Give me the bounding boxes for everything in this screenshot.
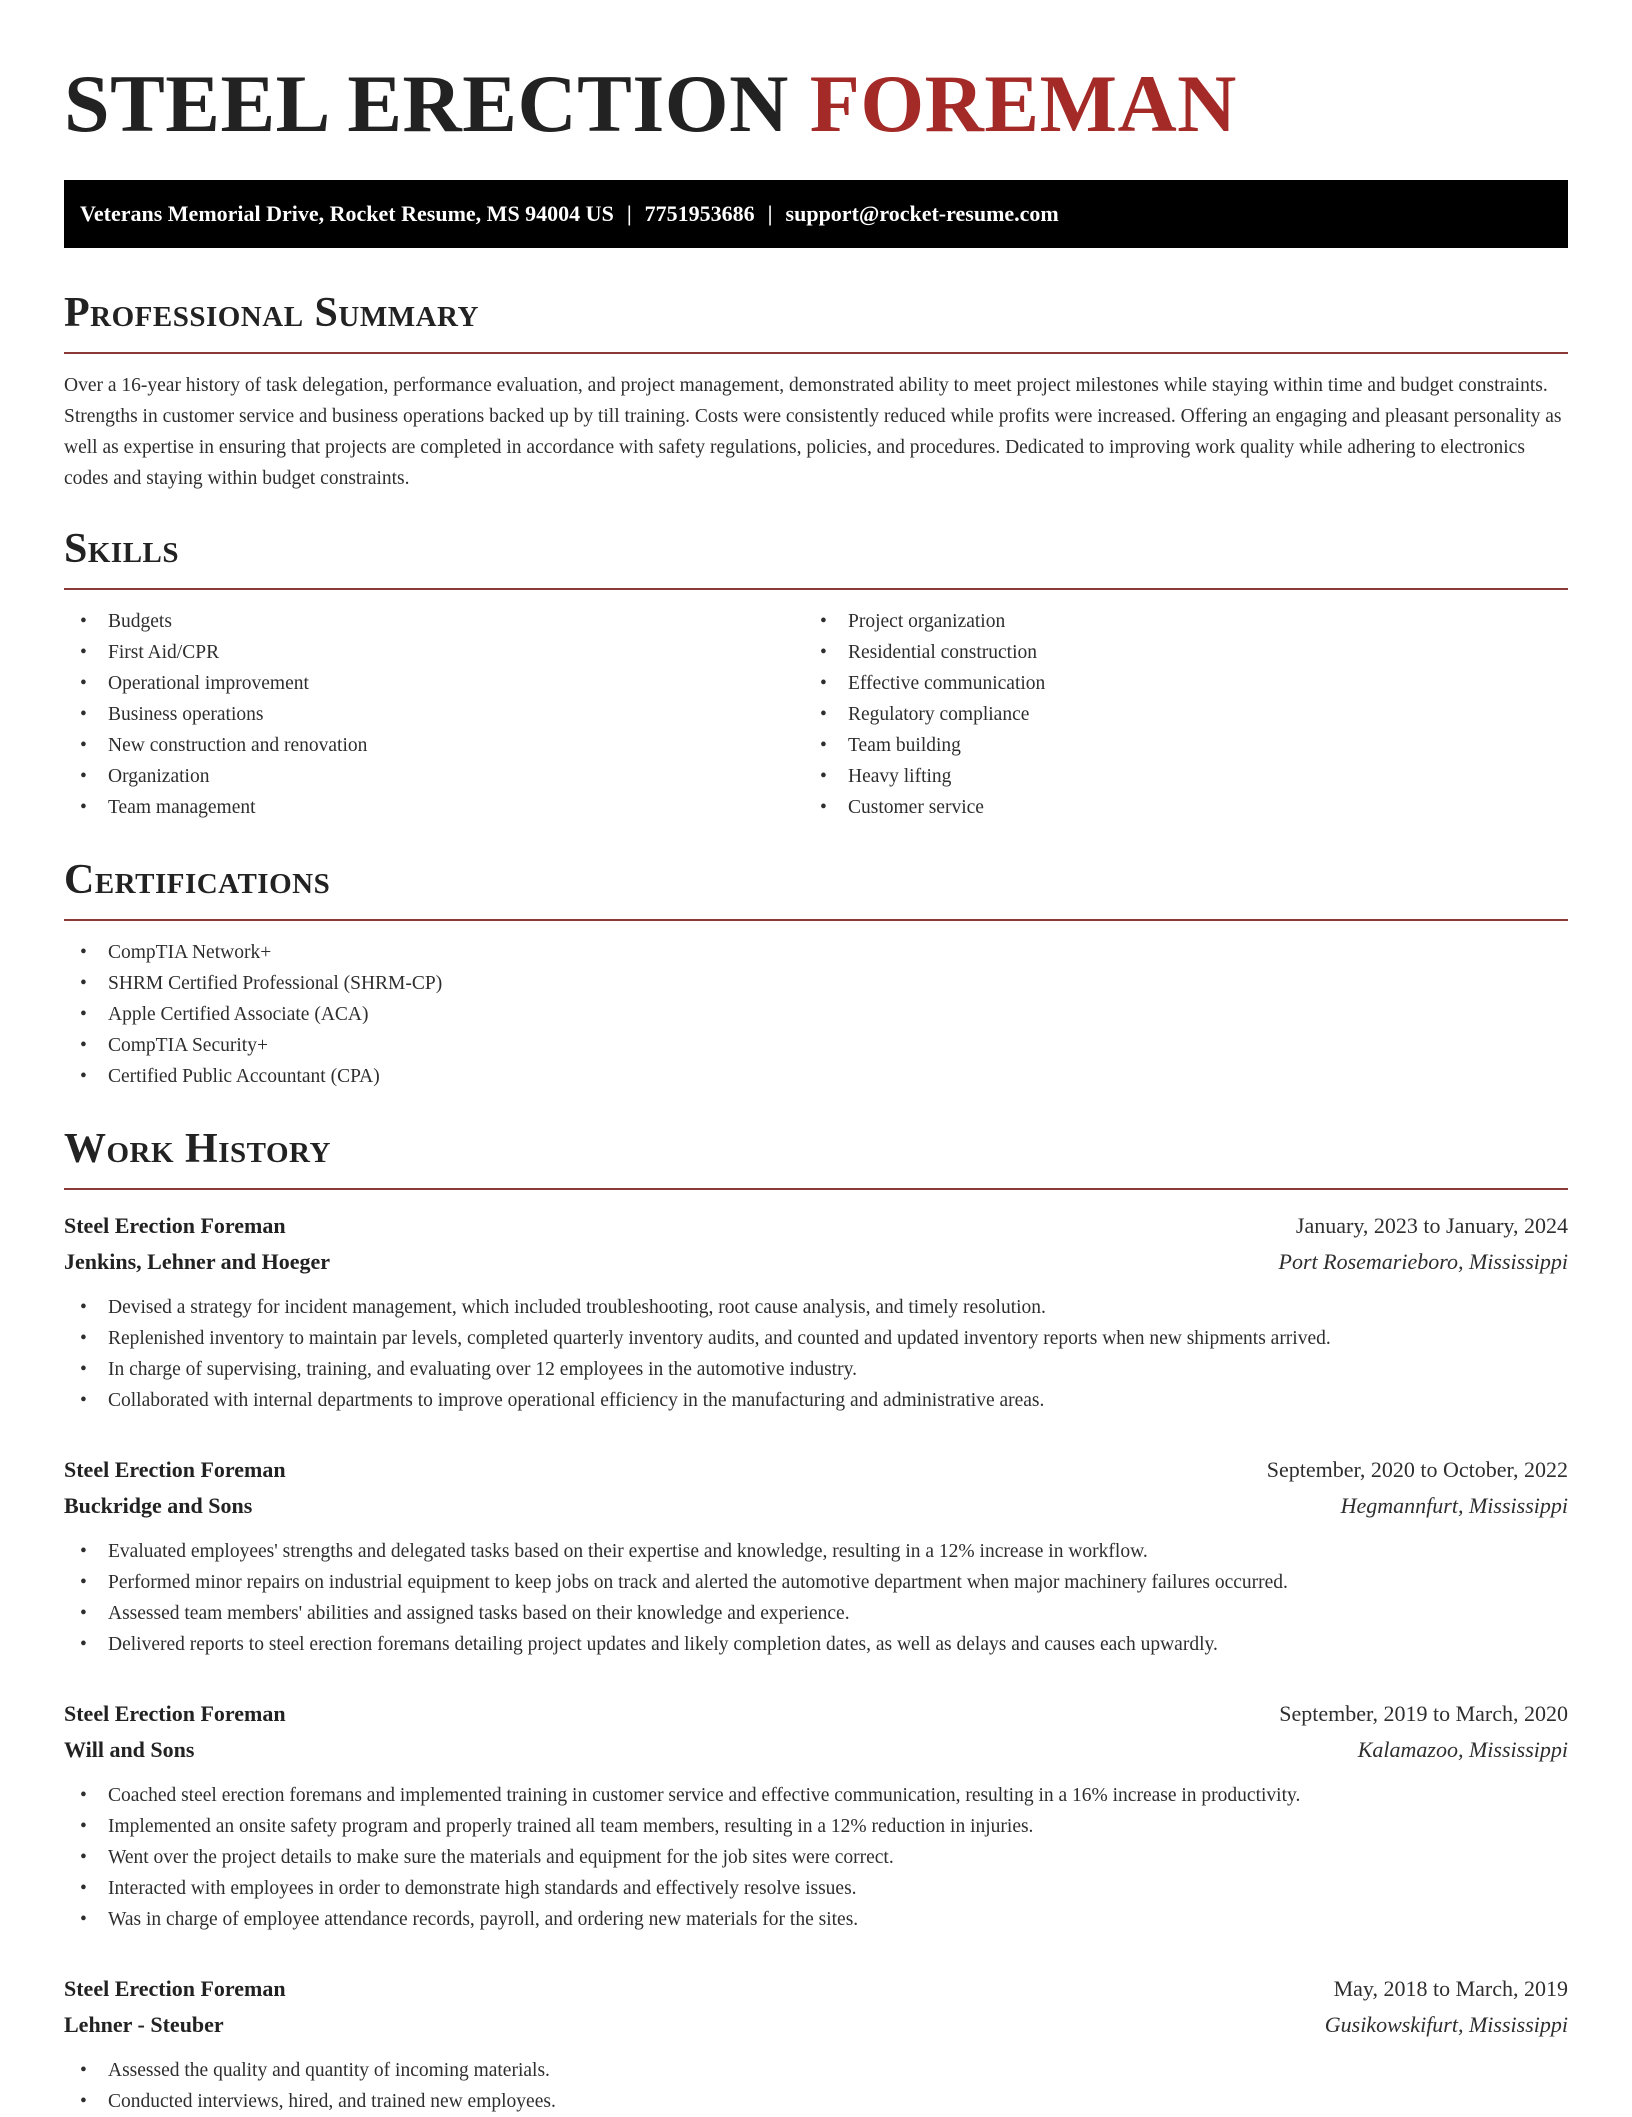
- contact-address: Veterans Memorial Drive, Rocket Resume, MS 94004 US: [80, 201, 614, 226]
- job-duty: • Evaluated employees' strengths and delegated tasks based on their expertise and knowledge, resulting in a 12% increase in workflow.: [64, 1536, 1568, 1567]
- job-company: Jenkins, Lehner and Hoeger: [64, 1249, 331, 1274]
- job-duty: • Assessed team members' abilities and assigned tasks based on their knowledge and experience.: [64, 1598, 1568, 1629]
- job-duties: [64, 1780, 1568, 1935]
- section-divider: [64, 588, 1568, 590]
- job-entry: [64, 1452, 1568, 1660]
- job-duty: • Performed minor repairs on industrial equipment to keep jobs on track and alerted the automotive department when major machinery failures occurred.: [64, 1567, 1568, 1598]
- skill-item: • Effective communication: [804, 668, 1544, 699]
- certifications-heading: Certifications: [64, 857, 331, 903]
- certification-item: • Certified Public Accountant (CPA): [64, 1061, 1568, 1092]
- job-entry: [64, 1971, 1568, 2117]
- certification-item: • CompTIA Security+: [64, 1030, 1568, 1061]
- job-title: Steel Erection Foreman: [64, 1457, 286, 1482]
- job-header-row: [64, 1971, 1568, 2007]
- job-dates: January, 2023 to January, 2024: [1295, 1213, 1568, 1238]
- job-header-row: [64, 1696, 1568, 1732]
- skill-item: • First Aid/CPR: [64, 637, 804, 668]
- skill-item: • Project organization: [804, 606, 1544, 637]
- resume-page: [64, 0, 1568, 2117]
- contact-separator: |: [626, 201, 632, 226]
- skill-item: • Regulatory compliance: [804, 699, 1544, 730]
- job-duty: • In charge of supervising, training, and evaluating over 12 employees in the automotive industry.: [64, 1354, 1568, 1385]
- job-dates: September, 2020 to October, 2022: [1266, 1457, 1568, 1482]
- job-company: Lehner - Steuber: [64, 2012, 224, 2037]
- job-location: Hegmannfurt, Mississippi: [1340, 1493, 1568, 1518]
- summary-text: Over a 16-year history of task delegation, performance evaluation, and project management, demonstrated ability to meet project milestones while staying within time and budget constraints. Strengths in customer service and business operations backed up by till training. Costs were consistently reduced while profits were increased. Offering an engaging and pleasant personality as well as expertise in ensuring that projects are completed in accordance with safety regulations, policies, and procedures. Dedicated to improving work quality while adhering to electronics codes and staying within budget constraints.: [64, 375, 1562, 489]
- skill-item: • Team management: [64, 792, 804, 823]
- job-header-row: [64, 1208, 1568, 1244]
- job-duty: • Conducted interviews, hired, and trained new employees.: [64, 2086, 1568, 2117]
- skill-item: • Business operations: [64, 699, 804, 730]
- job-duty: • Went over the project details to make sure the materials and equipment for the job sites were correct.: [64, 1842, 1568, 1873]
- contact-email: support@rocket-resume.com: [785, 201, 1059, 226]
- job-location: Gusikowskifurt, Mississippi: [1324, 2012, 1568, 2037]
- job-dates: September, 2019 to March, 2020: [1279, 1701, 1568, 1726]
- skill-item: • Budgets: [64, 606, 804, 637]
- skill-item: • New construction and renovation: [64, 730, 804, 761]
- skill-item: • Team building: [804, 730, 1544, 761]
- job-duty: • Coached steel erection foremans and implemented training in customer service and effective communication, resulting in a 16% increase in productivity.: [64, 1780, 1568, 1811]
- skill-item: • Organization: [64, 761, 804, 792]
- contact-bar: [64, 180, 1568, 248]
- job-duties: [64, 1292, 1568, 1416]
- skills-heading: Skills: [64, 526, 180, 572]
- contact-phone: 7751953686: [644, 201, 755, 226]
- skills-list-right: [804, 606, 1544, 823]
- job-duty: • Implemented an onsite safety program and properly trained all team members, resulting in a 12% reduction in injuries.: [64, 1811, 1568, 1842]
- job-company: Will and Sons: [64, 1737, 195, 1762]
- summary-heading: Professional Summary: [64, 290, 479, 336]
- job-entry: [64, 1208, 1568, 1416]
- job-header-row: [64, 1452, 1568, 1488]
- certifications-list: [64, 937, 1568, 1092]
- work-history-heading: Work History: [64, 1126, 331, 1172]
- job-duty: • Was in charge of employee attendance records, payroll, and ordering new materials for the sites.: [64, 1904, 1568, 1935]
- job-duty: • Delivered reports to steel erection foremans detailing project updates and likely completion dates, as well as delays and causes each upwardly.: [64, 1629, 1568, 1660]
- job-company-row: [64, 1488, 1568, 1524]
- job-duties: [64, 2055, 1568, 2117]
- skill-item: • Customer service: [804, 792, 1544, 823]
- job-duty: • Replenished inventory to maintain par levels, completed quarterly inventory audits, and counted and updated inventory reports when new shipments arrived.: [64, 1323, 1568, 1354]
- job-location: Port Rosemarieboro, Mississippi: [1278, 1249, 1568, 1274]
- name-last: FOREMAN: [809, 58, 1237, 149]
- job-company-row: [64, 1244, 1568, 1280]
- job-duty: • Devised a strategy for incident management, which included troubleshooting, root cause analysis, and timely resolution.: [64, 1292, 1568, 1323]
- job-duty: • Interacted with employees in order to demonstrate high standards and effectively resolve issues.: [64, 1873, 1568, 1904]
- certification-item: • Apple Certified Associate (ACA): [64, 999, 1568, 1030]
- section-divider: [64, 352, 1568, 354]
- job-title: Steel Erection Foreman: [64, 1701, 286, 1726]
- resume-name: [64, 0, 1568, 152]
- skills-list-left: [64, 606, 804, 823]
- job-company: Buckridge and Sons: [64, 1493, 253, 1518]
- contact-separator: |: [767, 201, 773, 226]
- job-company-row: [64, 2007, 1568, 2043]
- job-location: Kalamazoo, Mississippi: [1357, 1737, 1568, 1762]
- skill-item: • Operational improvement: [64, 668, 804, 699]
- certification-item: • SHRM Certified Professional (SHRM-CP): [64, 968, 1568, 999]
- section-divider: [64, 919, 1568, 921]
- job-duties: [64, 1536, 1568, 1660]
- skills-columns: [64, 606, 1568, 823]
- job-duty: • Assessed the quality and quantity of incoming materials.: [64, 2055, 1568, 2086]
- job-title: Steel Erection Foreman: [64, 1976, 286, 2001]
- name-first: STEEL ERECTION: [64, 58, 789, 149]
- job-dates: May, 2018 to March, 2019: [1333, 1976, 1568, 2001]
- job-duty: • Collaborated with internal departments to improve operational efficiency in the manufacturing and administrative areas.: [64, 1385, 1568, 1416]
- skill-item: • Residential construction: [804, 637, 1544, 668]
- certification-item: • CompTIA Network+: [64, 937, 1568, 968]
- skill-item: • Heavy lifting: [804, 761, 1544, 792]
- job-company-row: [64, 1732, 1568, 1768]
- job-entry: [64, 1696, 1568, 1935]
- job-title: Steel Erection Foreman: [64, 1213, 286, 1238]
- section-divider: [64, 1188, 1568, 1190]
